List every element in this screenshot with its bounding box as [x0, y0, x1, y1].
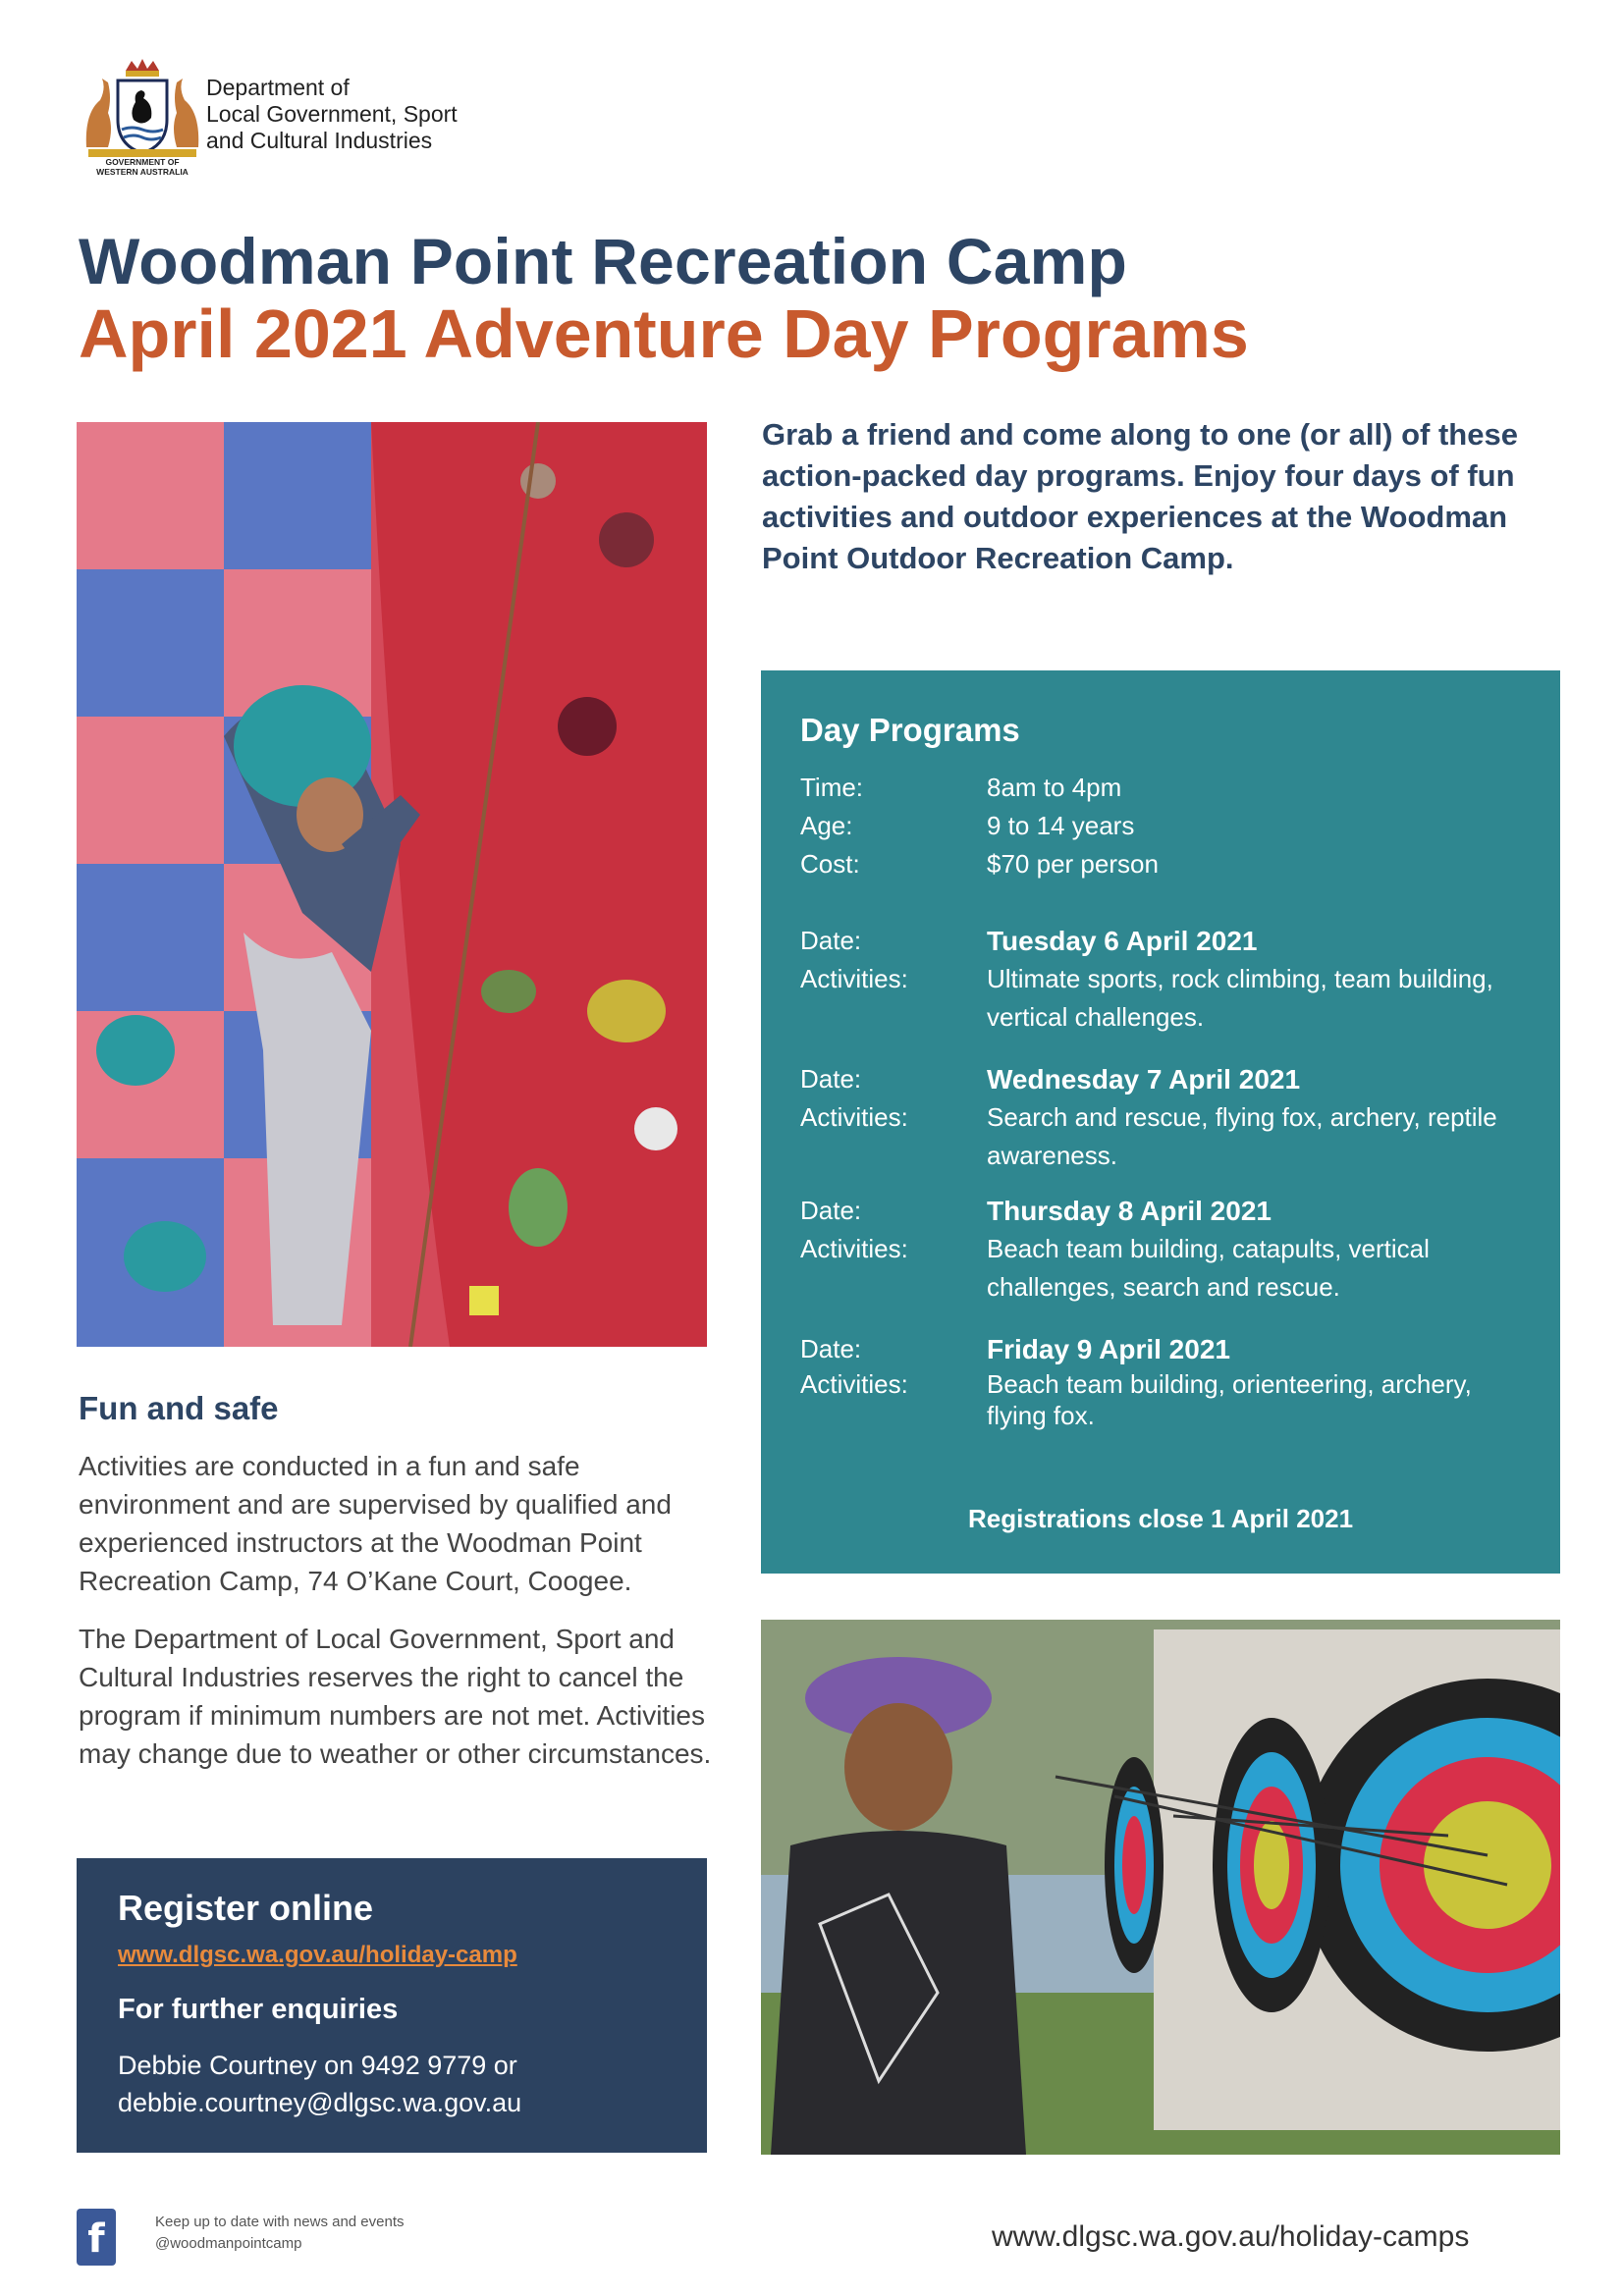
age-label: Age: [800, 811, 853, 840]
day-3-activities: Beach team building, catapults, vertical challenges, search and rescue. [987, 1234, 1430, 1302]
day-4-activities: Beach team building, orienteering, archery, flying fox. [987, 1369, 1472, 1430]
day-programs-box [761, 670, 1560, 1574]
day-1-date: Tuesday 6 April 2021 [987, 926, 1258, 956]
register-box [77, 1858, 707, 2153]
department-name [206, 75, 458, 154]
day-4-date: Friday 9 April 2021 [987, 1334, 1230, 1364]
day-2-date: Wednesday 7 April 2021 [987, 1064, 1301, 1095]
page-subtitle: April 2021 Adventure Day Programs [79, 295, 1249, 372]
day-2-activities: Search and rescue, flying fox, archery, reptile awareness. [987, 1102, 1497, 1170]
fun-safe-paragraph-1: Activities are conducted in a fun and safe environment and are supervised by qualified and experienced instructors at the Woodman Point Recreation Camp, 74 O’Kane Court, Coogee. [79, 1451, 672, 1596]
day-3-date: Thursday 8 April 2021 [987, 1196, 1272, 1226]
date-label: Date: [800, 1334, 862, 1363]
age-value: 9 to 14 years [987, 811, 1135, 840]
cost-label: Cost: [800, 849, 860, 879]
page-title: Woodman Point Recreation Camp [79, 225, 1128, 297]
dept-line-2: Local Government, Sport [206, 101, 458, 127]
day-programs-heading: Day Programs [800, 712, 1020, 748]
footer-url[interactable]: www.dlgsc.wa.gov.au/holiday-camps [992, 2220, 1470, 2253]
intro-text: Grab a friend and come along to one (or all) of these action-packed day programs. Enjoy four days of fun activities and outdoor experiences at the Woodman Point Outdoor Recreation Camp. [762, 417, 1518, 575]
time-label: Time: [800, 773, 864, 802]
target-medium [1213, 1718, 1330, 2012]
contact-email[interactable]: debbie.courtney@dlgsc.wa.gov.au [118, 2088, 522, 2117]
crest-text-1: GOVERNMENT OF [105, 157, 180, 167]
enquiries-heading: For further enquiries [118, 1994, 399, 2025]
target-small [1105, 1757, 1164, 1973]
archery-targets-photo [761, 1620, 1560, 2155]
dept-line-3: and Cultural Industries [206, 128, 433, 153]
date-label: Date: [800, 1196, 862, 1225]
register-link[interactable]: www.dlgsc.wa.gov.au/holiday-camp [118, 1942, 517, 1968]
contact-line-1: Debbie Courtney on 9492 9779 or [118, 2051, 517, 2080]
fun-safe-heading: Fun and safe [79, 1390, 279, 1426]
registrations-close: Registrations close 1 April 2021 [967, 1504, 1354, 1533]
activities-label: Activities: [800, 964, 908, 993]
cost-value: $70 per person [987, 849, 1159, 879]
date-label: Date: [800, 1064, 862, 1094]
facebook-icon[interactable]: f [77, 2209, 116, 2266]
date-label: Date: [800, 926, 862, 955]
day-1-activities: Ultimate sports, rock climbing, team building, vertical challenges. [987, 964, 1493, 1032]
social-handle[interactable]: @woodmanpointcamp [155, 2235, 302, 2252]
social-text [155, 2212, 405, 2255]
register-heading: Register online [118, 1888, 374, 1928]
social-line-1: Keep up to date with news and events [155, 2214, 405, 2230]
wa-government-crest [79, 59, 206, 177]
time-value: 8am to 4pm [987, 773, 1122, 802]
activities-label: Activities: [800, 1102, 908, 1132]
activities-label: Activities: [800, 1234, 908, 1263]
contact-details [118, 2047, 687, 2121]
activities-label: Activities: [800, 1369, 908, 1399]
crest-text-2: WESTERN AUSTRALIA [96, 167, 189, 177]
climbing-wall-photo [77, 422, 707, 1347]
fun-safe-paragraph-2: The Department of Local Government, Sport and Cultural Industries reserves the right to cancel the program if minimum numbers are not met. Activities may change due to weather or other circumstances. [79, 1624, 712, 1769]
dept-line-1: Department of [206, 75, 350, 100]
